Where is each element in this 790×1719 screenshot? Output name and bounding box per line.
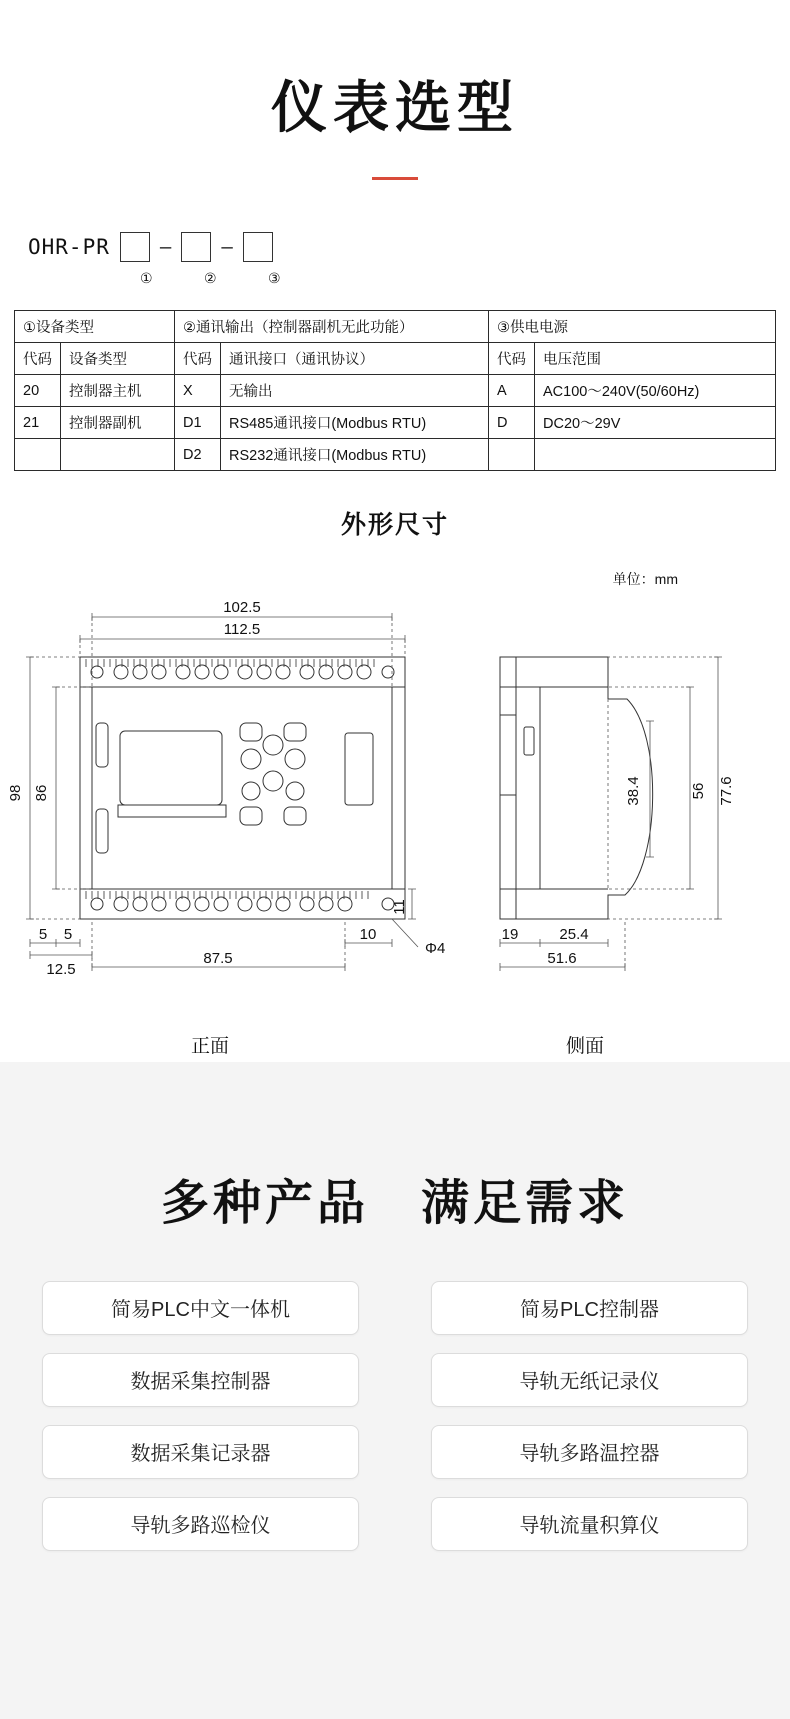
dim-front-hole: Φ4 xyxy=(425,940,446,958)
cell-device-type-r2: 控制器副机 xyxy=(61,407,175,439)
marker-2: ② xyxy=(204,270,217,287)
cell-voltage-r2: DC20～29V xyxy=(535,407,776,439)
model-marker-row xyxy=(28,270,790,292)
sub-header-comm-interface: 通讯接口（通讯协议） xyxy=(221,343,489,375)
product-item[interactable]: 简易PLC中文一体机 xyxy=(42,1281,359,1335)
dim-side-51-6: 51.6 xyxy=(547,950,577,968)
unit-note: 单位：mm xyxy=(612,571,678,588)
spec-table xyxy=(14,310,776,471)
sub-header-voltage-range: 电压范围 xyxy=(535,343,776,375)
page-title: 仪表选型 xyxy=(271,75,519,139)
dimension-title: 外形尺寸 xyxy=(340,511,449,540)
dim-side-56: 56 xyxy=(690,783,707,800)
cell-code-1-r3 xyxy=(15,439,61,471)
dim-front-5a: 5 xyxy=(38,926,48,944)
group-header-device-type: ①设备类型 xyxy=(15,311,175,343)
model-dash-1: — xyxy=(159,236,172,259)
cell-code-1-r2: 21 xyxy=(15,407,61,439)
model-code-row xyxy=(28,232,790,262)
product-item[interactable]: 导轨无纸记录仪 xyxy=(431,1353,748,1407)
cell-code-3-r2: D xyxy=(489,407,535,439)
cell-code-3-r1: A xyxy=(489,375,535,407)
cell-comm-r2: RS485通讯接口(Modbus RTU) xyxy=(221,407,489,439)
dim-front-86: 86 xyxy=(33,785,50,802)
dimension-section xyxy=(0,505,790,1058)
dim-side-77-6: 77.6 xyxy=(718,776,735,807)
sub-header-code-2: 代码 xyxy=(175,343,221,375)
dim-front-11: 11 xyxy=(391,899,408,916)
cell-comm-r1: 无输出 xyxy=(221,375,489,407)
dim-front-12-5: 12.5 xyxy=(46,961,76,979)
product-item[interactable]: 导轨多路巡检仪 xyxy=(42,1497,359,1551)
cell-code-2-r2: D1 xyxy=(175,407,221,439)
model-dash-2: — xyxy=(221,236,233,259)
table-row xyxy=(15,375,776,407)
drawing-svg xyxy=(0,595,790,1025)
model-box-2 xyxy=(181,232,211,262)
dim-front-102-5: 102.5 xyxy=(223,599,261,617)
dim-side-19: 19 xyxy=(501,926,519,944)
model-box-1 xyxy=(120,232,150,262)
dim-side-38-4: 38.4 xyxy=(625,776,642,807)
drawing-captions xyxy=(0,1031,790,1058)
sub-header-code-3: 代码 xyxy=(489,343,535,375)
dim-side-25-4: 25.4 xyxy=(559,926,589,944)
dim-front-98: 98 xyxy=(7,785,24,802)
sub-header-code-1: 代码 xyxy=(15,343,61,375)
model-box-3 xyxy=(243,232,273,262)
cell-voltage-r1: AC100～240V(50/60Hz) xyxy=(535,375,776,407)
product-item[interactable]: 数据采集控制器 xyxy=(42,1353,359,1407)
marker-1: ① xyxy=(140,270,153,287)
spec-section xyxy=(0,0,790,471)
cell-device-type-r1: 控制器主机 xyxy=(61,375,175,407)
cell-voltage-r3 xyxy=(535,439,776,471)
products-section xyxy=(0,1062,790,1719)
group-header-power-supply: ③供电电源 xyxy=(489,311,776,343)
dimension-drawings xyxy=(0,595,790,1025)
product-item[interactable]: 数据采集记录器 xyxy=(42,1425,359,1479)
table-row xyxy=(15,407,776,439)
dim-front-10: 10 xyxy=(359,926,377,944)
group-header-comm-output: ②通讯输出（控制器副机无此功能） xyxy=(175,311,489,343)
dim-front-5b: 5 xyxy=(63,926,73,944)
table-sub-header-row xyxy=(15,343,776,375)
cell-comm-r3: RS232通讯接口(Modbus RTU) xyxy=(221,439,489,471)
product-item[interactable]: 导轨流量积算仪 xyxy=(431,1497,748,1551)
table-row xyxy=(15,439,776,471)
model-prefix: OHR-PR xyxy=(28,235,110,260)
cell-code-3-r3 xyxy=(489,439,535,471)
cell-code-1-r1: 20 xyxy=(15,375,61,407)
dim-front-112-5: 112.5 xyxy=(223,621,261,639)
table-group-header-row xyxy=(15,311,776,343)
caption-front-view: 正面 xyxy=(190,1036,229,1058)
products-title: 多种产品 满足需求 xyxy=(160,1176,629,1230)
cell-code-2-r1: X xyxy=(175,375,221,407)
cell-device-type-r3 xyxy=(61,439,175,471)
products-grid xyxy=(42,1281,748,1551)
caption-side-view: 侧面 xyxy=(565,1036,604,1058)
cell-code-2-r3: D2 xyxy=(175,439,221,471)
product-item[interactable]: 导轨多路温控器 xyxy=(431,1425,748,1479)
title-divider xyxy=(372,177,418,180)
dim-front-87-5: 87.5 xyxy=(203,950,233,968)
marker-3: ③ xyxy=(268,270,281,287)
sub-header-device-type: 设备类型 xyxy=(61,343,175,375)
product-item[interactable]: 简易PLC控制器 xyxy=(431,1281,748,1335)
